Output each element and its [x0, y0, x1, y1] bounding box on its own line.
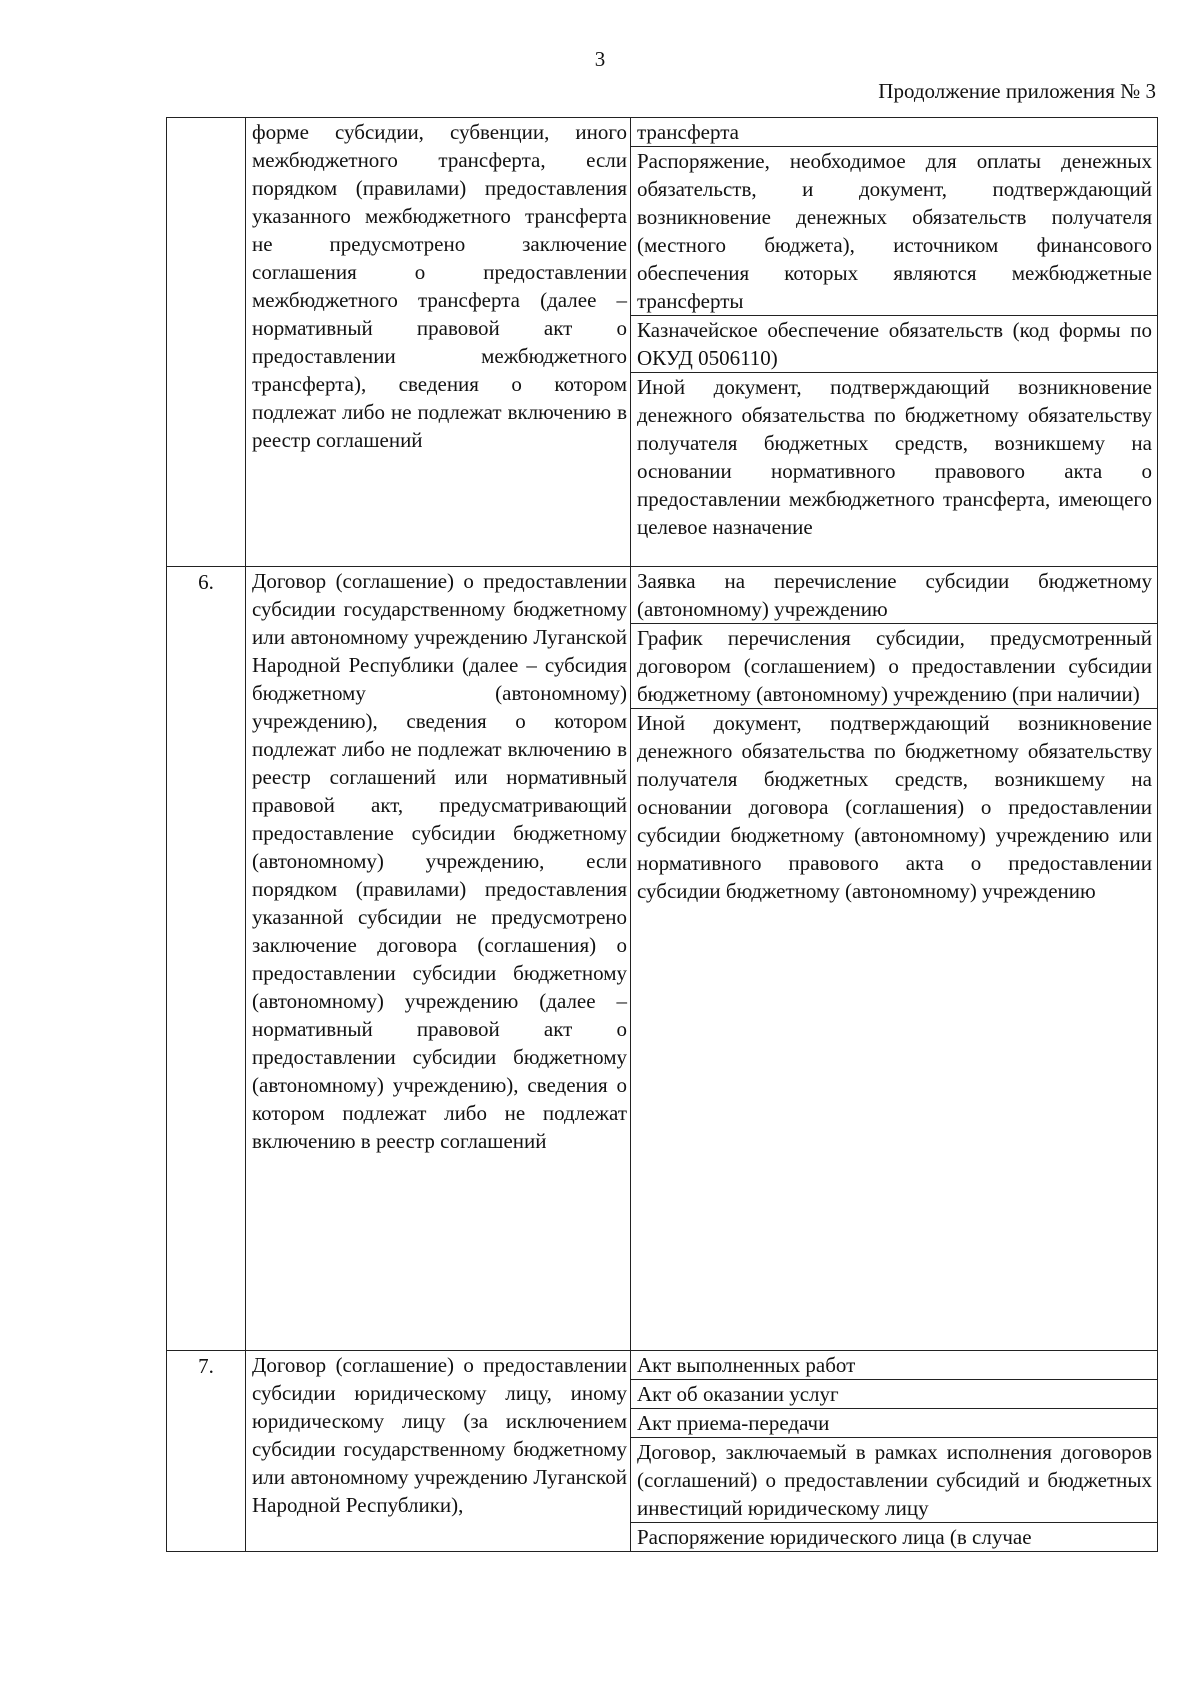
document-item: Заявка на перечисление субсидии бюджетному (автономному) учреждению: [631, 567, 1157, 624]
row-number-cell: [167, 118, 246, 567]
document-item: Распоряжение, необходимое для оплаты денежных обязательств, и документ, подтверждающий возникновение денежных обязательств получателя (местного бюджета), источником финансового обеспечения которых являются межбюджетные трансферты: [631, 147, 1157, 316]
row-number-cell: [167, 567, 246, 1351]
appendix-continuation-label: Продолжение приложения № 3: [878, 79, 1156, 103]
basis-text: форме субсидии, субвенции, иного межбюджетного трансферта, если порядком (правилами) предоставления указанного межбюджетного трансферта не предусмотрено заключение соглашения о предоставлении межбюджетного трансферта (далее – нормативный правовой акт о предоставлении межбюджетного трансферта), сведения о котором подлежат либо не подлежат включению в реестр соглашений: [252, 120, 627, 452]
document-item: Иной документ, подтверждающий возникновение денежного обязательства по бюджетному обязательству получателя бюджетных средств, возникшему на основании договора (соглашения) о предоставлении субсидии бюджетному (автономному) учреждению или нормативного правового акта о предоставлении субсидии бюджетному (автономному) учреждению: [637, 711, 1152, 903]
basis-text: Договор (соглашение) о предоставлении субсидии юридическому лицу, иному юридическому лицу (за исключением субсидии государственному бюджетному или автономному учреждению Луганской Народной Республики),: [252, 1353, 627, 1517]
document-item: Акт приема-передачи: [631, 1409, 1157, 1438]
document-item: Акт об оказании услуг: [631, 1380, 1157, 1409]
document-item: Иной документ, подтверждающий возникновение денежного обязательства по бюджетному обязательству получателя бюджетных средств, возникшему на основании нормативного правового акта о предоставлении межбюджетного трансферта, имеющего целевое назначение: [637, 375, 1152, 539]
documents-table: [166, 117, 1158, 1552]
row-number: 6.: [198, 570, 214, 594]
document-item: трансферта: [631, 118, 1157, 147]
table-row: [167, 118, 1158, 567]
document-item: Акт выполненных работ: [631, 1351, 1157, 1380]
table-row: [167, 567, 1158, 1351]
basis-text: Договор (соглашение) о предоставлении субсидии государственному бюджетному или автономному учреждению Луганской Народной Республики (далее – субсидия бюджетному (автономному) учреждению), сведения о котором подлежат либо не подлежат включению в реестр соглашений или нормативный правовой акт, предусматривающий предоставление субсидии бюджетному (автономному) учреждению, если порядком (правилами) предоставления указанной субсидии не предусмотрено заключение договора (соглашения) о предоставлении субсидии бюджетному (автономному) учреждению (далее – нормативный правовой акт о предоставлении субсидии бюджетному (автономному) учреждению), сведения о котором подлежат либо не подлежат включению в реестр соглашений: [252, 569, 627, 1153]
document-item: Договор, заключаемый в рамках исполнения договоров (соглашений) о предоставлении субсидий и бюджетных инвестиций юридическому лицу: [631, 1438, 1157, 1523]
basis-cell: [246, 567, 631, 1351]
table-row: [167, 1351, 1158, 1552]
page-number: 3: [594, 47, 606, 71]
documents-cell: [631, 567, 1158, 1351]
basis-cell: [246, 1351, 631, 1552]
basis-cell: [246, 118, 631, 567]
row-number-cell: [167, 1351, 246, 1552]
row-number: [167, 118, 245, 119]
documents-cell: [631, 1351, 1158, 1552]
document-item: Распоряжение юридического лица (в случае: [637, 1525, 1032, 1549]
documents-cell: [631, 118, 1158, 567]
document-item: График перечисления субсидии, предусмотренный договором (соглашением) о предоставлении субсидии бюджетному (автономному) учреждению (при наличии): [631, 624, 1157, 709]
row-number: 7.: [198, 1354, 214, 1378]
document-item: Казначейское обеспечение обязательств (код формы по ОКУД 0506110): [631, 316, 1157, 373]
